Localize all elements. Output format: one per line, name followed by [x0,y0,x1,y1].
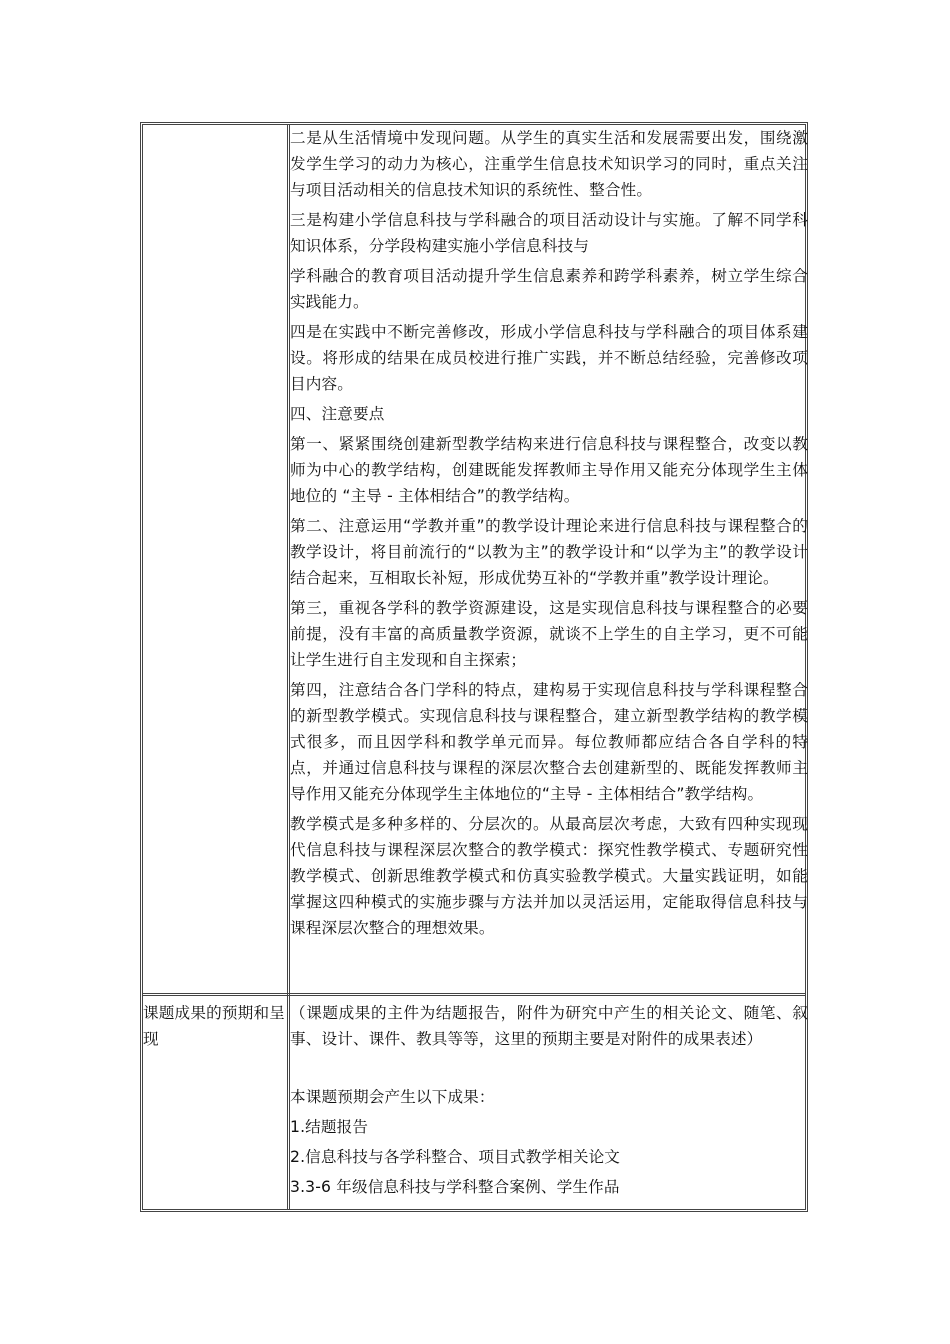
results-item: 2.信息科技与各学科整合、项目式教学相关论文 [290,1148,621,1166]
paragraph-point-third: 第三，重视各学科的教学资源建设，这是实现信息科技与课程整合的必要前提，没有丰富的高质量教学资源，就谈不上学生的自主学习，更不可能让学生进行自主发现和自主探索； [290,599,808,669]
row1-label-cell [143,125,285,991]
row1-content-cell [290,125,808,991]
results-item: 3.3-6 年级信息科技与学科整合案例、学生作品 [290,1178,620,1196]
paragraph-interdisciplinary: 学科融合的教育项目活动提升学生信息素养和跨学科素养，树立学生综合实践能力。 [290,267,808,311]
paragraph-practice-revision: 四是在实践中不断完善修改，形成小学信息科技与学科融合的项目体系建设。将形成的结果在成员校进行推广实践，并不断总结经验，完善修改项目内容。 [290,323,808,393]
results-note: （课题成果的主件为结题报告，附件为研究中产生的相关论文、随笔、叙事、设计、课件、教具等等，这里的预期主要是对附件的成果表述） [290,1004,808,1048]
row2-label: 课题成果的预期和呈现 [143,1004,285,1048]
results-intro: 本课题预期会产生以下成果： [290,1088,495,1106]
paragraph-project-design: 三是构建小学信息科技与学科融合的项目活动设计与实施。了解不同学科知识体系，分学段构建实施小学信息科技与 [290,211,808,255]
paragraph-point-second: 第二、注意运用“学教并重”的教学设计理论来进行信息科技与课程整合的教学设计，将目前流行的“以教为主”的教学设计和“以学为主”的教学设计结合起来，互相取长补短，形成优势互补的“学教并重”教学设计理论。 [290,517,808,587]
section-heading-key-points: 四、注意要点 [290,405,385,423]
paragraph-problem-discovery: 二是从生活情境中发现问题。从学生的真实生活和发展需要出发，围绕激发学生学习的动力为核心，注重学生信息技术知识学习的同时，重点关注与项目活动相关的信息技术知识的系统性、整合性。 [290,129,808,199]
row2-label-cell [143,996,285,1210]
paragraph-point-fourth: 第四，注意结合各门学科的特点，建构易于实现信息科技与学科课程整合的新型教学模式。实现信息科技与课程整合，建立新型教学结构的教学模式很多，而且因学科和教学单元而异。每位教师都应结合各自学科的特点，并通过信息科技与课程的深层次整合去创建新型的、既能发挥教师主导作用又能充分体现学生主体地位的“主导 - 主体相结合”教学结构。 [290,681,808,803]
paragraph-point-first: 第一、紧紧围绕创建新型教学结构来进行信息科技与课程整合，改变以教师为中心的教学结构，创建既能发挥教师主导作用又能充分体现学生主体地位的 “主导 - 主体相结合”的教学结构。 [290,435,808,505]
spacer [290,1056,808,1084]
document-table [140,122,808,1212]
row2-content-cell [290,996,808,1210]
results-item: 1.结题报告 [290,1118,369,1136]
paragraph-teaching-models: 教学模式是多种多样的、分层次的。从最高层次考虑，大致有四种实现现代信息科技与课程深层次整合的教学模式：探究性教学模式、专题研究性教学模式、创新思维教学模式和仿真实验教学模式。大量实践证明，如能掌握这四种模式的实施步骤与方法并加以灵活运用，定能取得信息科技与课程深层次整合的理想效果。 [290,815,808,937]
